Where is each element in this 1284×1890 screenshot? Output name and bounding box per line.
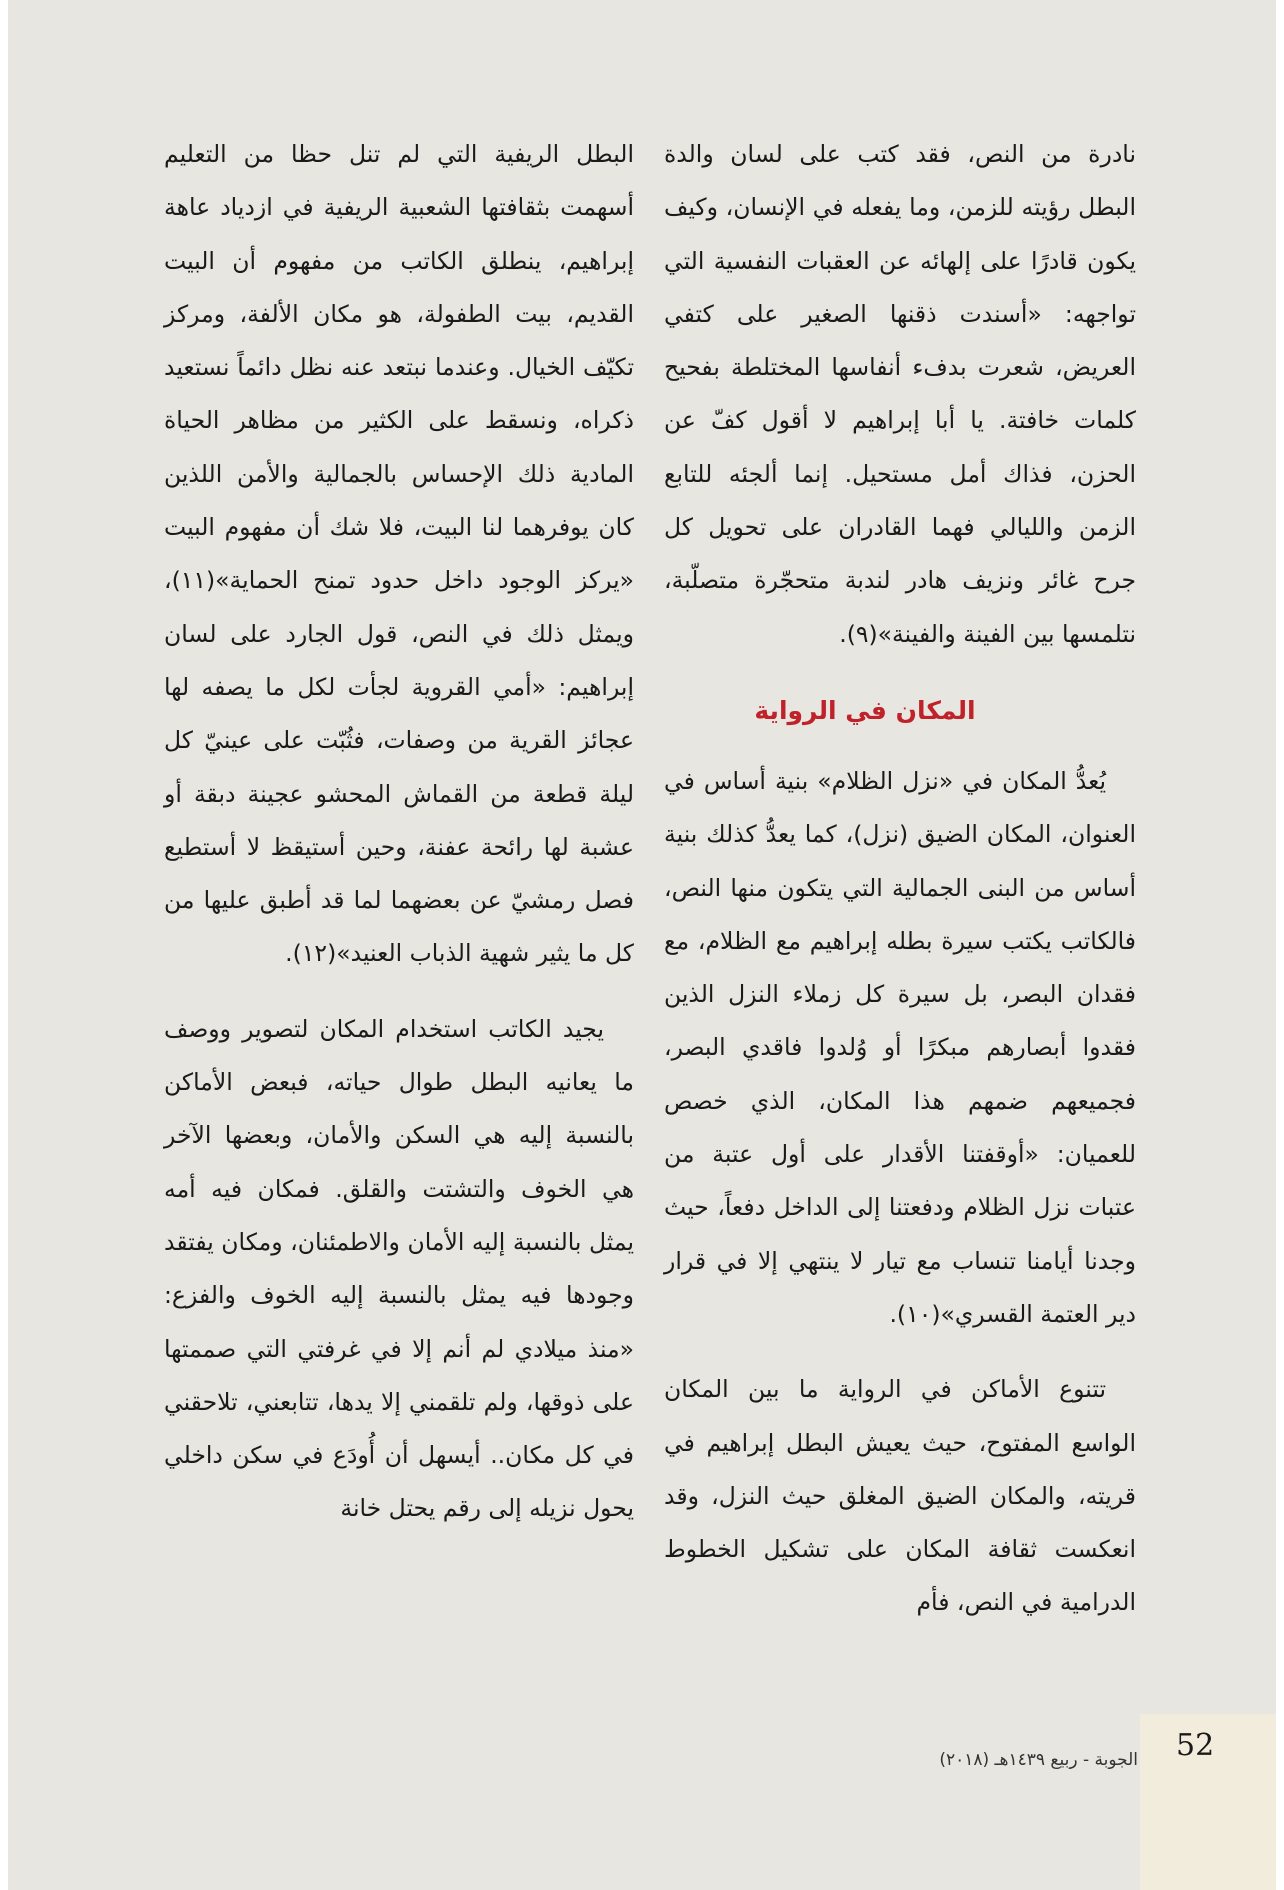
right-paragraph-1: نادرة من النص، فقد كتب على لسان والدة البطل رؤيته للزمن، وما يفعله في الإنسان، وكيف يكون قادرًا على إلهائه عن العقبات النفسية التي تواجهه: «أسندت ذقنها الصغير على كتفي العريض، شعرت بدفء أنفاسها المختلطة بفحيح كلمات خافتة. يا أبا إبراهيم لا أقول كفّ عن الحزن، فذاك أمل مستحيل. إنما ألجئه للتابع الزمن والليالي فهما القادران على تحويل كل جرح غائر ونزيف هادر لندبة متحجّرة متصلّبة، نتلمسها بين الفينة والفينة»(٩). [664, 140, 1136, 648]
left-paragraph-1: البطل الريفية التي لم تنل حظا من التعليم أسهمت بثقافتها الشعبية الريفية في ازدياد عاهة إبراهيم، ينطلق الكاتب من مفهوم أن البيت القديم، بيت الطفولة، هو مكان الألفة، ومركز تكيّف الخيال. وعندما نبتعد عنه نظل دائماً نستعيد ذكراه، ونسقط على الكثير من مظاهر الحياة المادية ذلك الإحساس بالجمالية والأمن اللذين كان يوفرهما لنا البيت، فلا شك أن مفهوم البيت «يركز الوجود داخل حدود تمنح الحماية»(١١)، ويمثل ذلك في النص، قول الجارد على لسان إبراهيم: «أمي القروية لجأت لكل ما يصفه لها عجائز القرية من وصفات، فثُبّت على عينيّ كل ليلة قطعة من القماش المحشو عجينة دبقة أو عشبة لها رائحة عفنة، وحين أستيقظ لا أستطيع فصل رمشيّ عن بعضهما لما قد أطبق عليها من كل ما يثير شهية الذباب العنيد»(١٢). [164, 140, 634, 968]
publication-footer: الجوبة - ربيع ١٤٣٩هـ (٢٠١٨) [939, 1750, 1138, 1770]
right-paragraph-2: يُعدُّ المكان في «نزل الظلام» بنية أساس في العنوان، المكان الضيق (نزل)، كما يعدُّ كذلك بنية أساس من البنى الجمالية التي يتكون منها النص، فالكاتب يكتب سيرة بطله إبراهيم مع الظلام، مع فقدان البصر، بل سيرة كل زملاء النزل الذين فقدوا أبصارهم مبكرًا أو وُلدوا فاقدي البصر، فجميعهم ضمهم هذا المكان، الذي خصص للعميان: «أوقفتنا الأقدار على أول عتبة من عتبات نزل الظلام ودفعتنا إلى الداخل دفعاً، حيث وجدنا أيامنا تنساب مع تيار لا ينتهي إلا في قرار دير العتمة القسري»(١٠). [664, 766, 1136, 1328]
left-column [164, 128, 634, 1536]
right-paragraph-3: تتنوع الأماكن في الرواية ما بين المكان الواسع المفتوح، حيث يعيش البطل إبراهيم في قريته، والمكان الضيق المغلق حيث النزل، وقد انعكست ثقافة المكان على تشكيل الخطوط الدرامية في النص، فأم [664, 1375, 1136, 1617]
page-number: 52 [1176, 1728, 1215, 1763]
section-heading: المكان في الرواية [754, 695, 976, 725]
right-column [664, 128, 1136, 1630]
page [8, 0, 1276, 1890]
left-paragraph-2: يجيد الكاتب استخدام المكان لتصوير ووصف ما يعانيه البطل طوال حياته، فبعض الأماكن بالنسبة إليه هي السكن والأمان، وبعضها الآخر هي الخوف والتشتت والقلق. فمكان فيه أمه يمثل بالنسبة إليه الأمان والاطمئنان، ومكان يفتقد وجودها فيه يمثل بالنسبة إليه الخوف والفزع: «منذ ميلادي لم أنم إلا في غرفتي التي صممتها على ذوقها، ولم تلقمني إلا يدها، تتابعني، تلاحقني في كل مكان.. أيسهل أن أُودَع في سكن داخلي يحول نزيله إلى رقم يحتل خانة [164, 1014, 634, 1523]
